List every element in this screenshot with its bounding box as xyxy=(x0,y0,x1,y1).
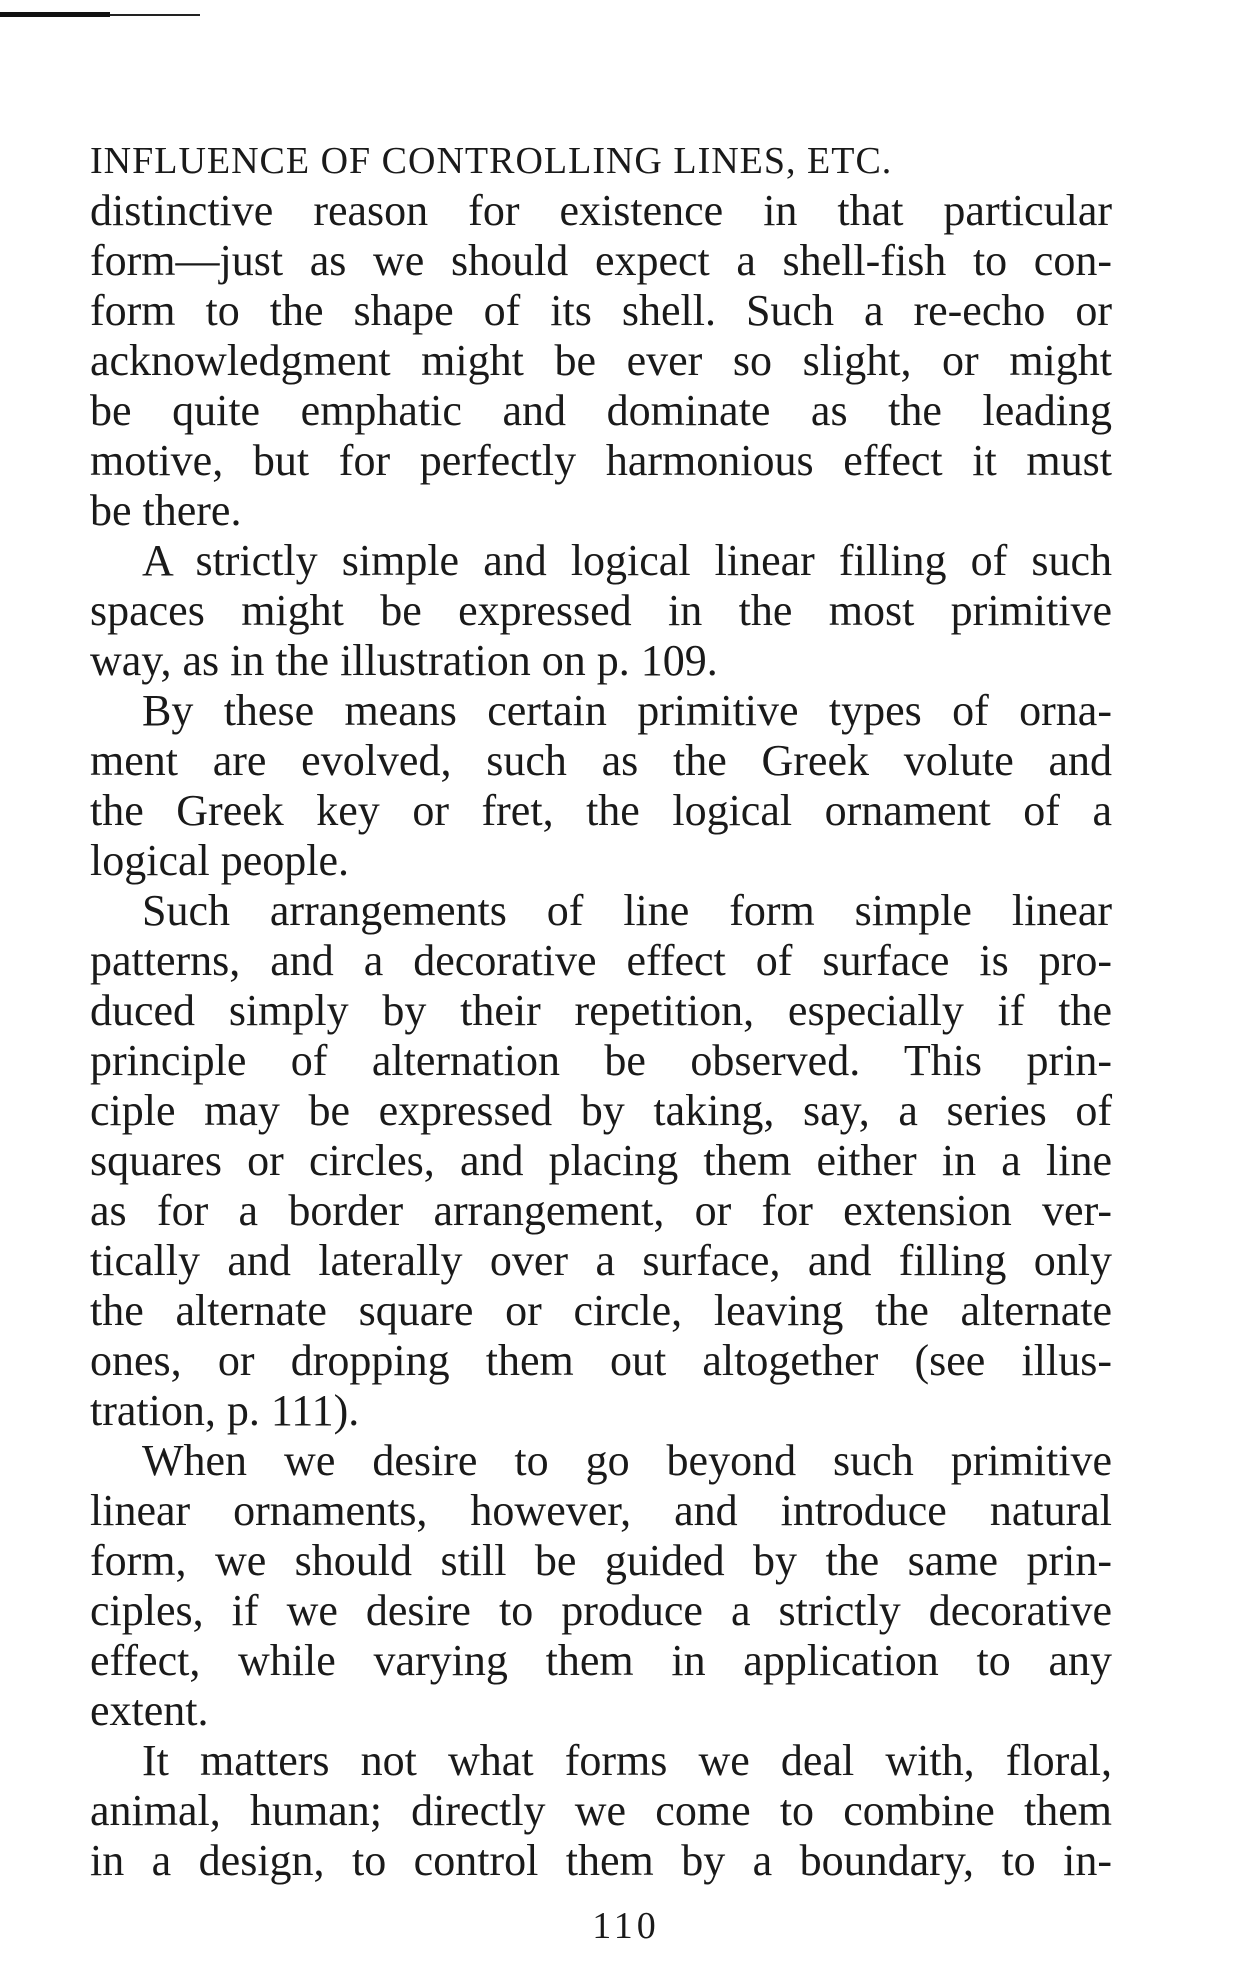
text-line: be there. xyxy=(90,486,242,535)
text-line: It matters not what forms we deal with, floral, xyxy=(142,1736,1112,1785)
text-line: way, as in the illustration on p. 109. xyxy=(90,636,718,685)
text-line: ciples, if we desire to produce a strictly decorative xyxy=(90,1586,1112,1635)
text-line: animal, human; directly we come to combine them xyxy=(90,1786,1112,1835)
page-number: 110 xyxy=(592,1905,660,1947)
text-line: tically and laterally over a surface, and filling only xyxy=(90,1236,1112,1285)
text-line: principle of alternation be observed. This prin- xyxy=(90,1036,1112,1085)
running-head: INFLUENCE OF CONTROLLING LINES, ETC. xyxy=(90,140,893,182)
text-line: Such arrangements of line form simple linear xyxy=(142,886,1112,935)
text-line: distinctive reason for existence in that particular xyxy=(90,186,1112,235)
text-line: form, we should still be guided by the same prin- xyxy=(90,1536,1112,1585)
text-line: the alternate square or circle, leaving the alternate xyxy=(90,1286,1112,1335)
text-line: When we desire to go beyond such primitive xyxy=(142,1436,1112,1485)
text-line: squares or circles, and placing them either in a line xyxy=(90,1136,1112,1185)
text-line: duced simply by their repetition, especially if the xyxy=(90,986,1112,1035)
text-line: logical people. xyxy=(90,836,350,885)
text-line: ment are evolved, such as the Greek volute and xyxy=(90,736,1112,785)
text-line: patterns, and a decorative effect of surface is pro- xyxy=(90,936,1112,985)
text-line: be quite emphatic and dominate as the leading xyxy=(90,386,1112,435)
text-line: linear ornaments, however, and introduce natural xyxy=(90,1486,1112,1535)
text-line: A strictly simple and logical linear filling of such xyxy=(142,536,1112,585)
text-line: extent. xyxy=(90,1686,209,1735)
text-line: the Greek key or fret, the logical ornament of a xyxy=(90,786,1112,835)
top-rule xyxy=(0,14,200,16)
text-line: By these means certain primitive types of orna- xyxy=(142,686,1112,735)
text-line: ones, or dropping them out altogether (see illus- xyxy=(90,1336,1112,1385)
text-line: motive, but for perfectly harmonious effect it must xyxy=(90,436,1112,485)
text-line: as for a border arrangement, or for extension ver- xyxy=(90,1186,1112,1235)
text-line: ciple may be expressed by taking, say, a series of xyxy=(90,1086,1112,1135)
text-line: tration, p. 111). xyxy=(90,1386,360,1435)
text-line: form—just as we should expect a shell-fish to con- xyxy=(90,236,1112,285)
page-body xyxy=(90,136,1112,1886)
text-line: acknowledgment might be ever so slight, or might xyxy=(90,336,1112,385)
text-line: in a design, to control them by a boundary, to in- xyxy=(90,1836,1112,1885)
text-line: form to the shape of its shell. Such a re-echo or xyxy=(90,286,1112,335)
text-line: spaces might be expressed in the most primitive xyxy=(90,586,1112,635)
text-line: effect, while varying them in application to any xyxy=(90,1636,1112,1685)
